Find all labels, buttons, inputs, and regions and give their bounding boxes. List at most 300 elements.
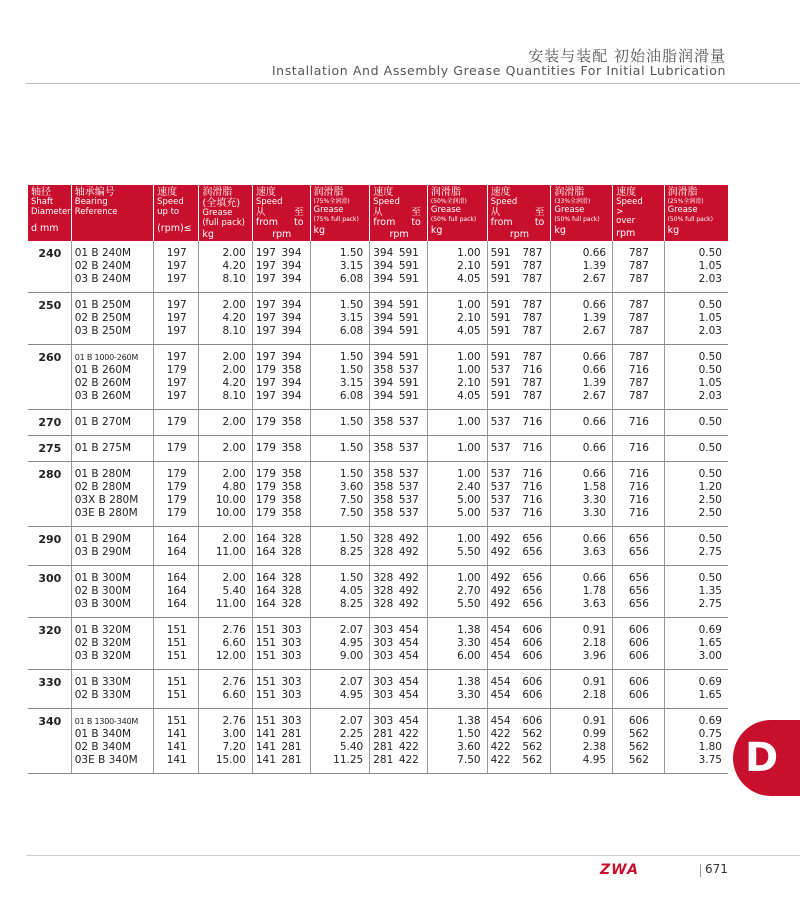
speed-to: 787 xyxy=(522,312,543,324)
speed-to: 394 xyxy=(281,247,302,259)
cell-value: 8.10 xyxy=(222,273,246,285)
speed-range xyxy=(373,390,425,403)
col-grease-75: 润滑脂 (75%全润滑) Grease (75% full pack) kg xyxy=(310,185,370,241)
cell-value: 03 B 240M xyxy=(74,273,132,285)
grease-33-cell xyxy=(551,670,613,709)
cell-value: 656 xyxy=(628,533,649,545)
speed-to: 281 xyxy=(281,741,302,753)
speed-from: 591 xyxy=(490,260,511,272)
speed-to: 303 xyxy=(281,637,302,649)
table-row xyxy=(28,618,728,670)
cell-value: 197 xyxy=(166,273,187,285)
speed-from: 591 xyxy=(490,325,511,337)
cell-value: 0.50 xyxy=(698,468,722,480)
speed-to: 358 xyxy=(281,481,302,493)
cell-value: 716 xyxy=(628,468,649,480)
speed-range xyxy=(373,689,425,702)
cell-value: 01 B 250M xyxy=(74,299,132,311)
grease-75-cell xyxy=(310,670,370,709)
cell-value: 7.50 xyxy=(339,494,364,506)
speed-from: 179 xyxy=(255,481,276,493)
speed-from: 454 xyxy=(490,624,511,636)
speed-to: 394 xyxy=(281,351,302,363)
speed-from: 151 xyxy=(255,689,276,701)
cell-value: 4.05 xyxy=(339,585,364,597)
speed-from: 454 xyxy=(490,676,511,688)
speed-range-1-cell xyxy=(252,566,310,618)
cell-value: 0.66 xyxy=(582,533,607,545)
speed-to: 358 xyxy=(281,364,302,376)
speed-to: 328 xyxy=(281,546,302,558)
shaft-diameter-cell: 330 xyxy=(28,670,71,709)
col-grease-full-pack: 润滑脂 (全填充) Grease (full pack) kg xyxy=(199,185,253,241)
grease-50-cell xyxy=(427,410,487,436)
speed-over-cell xyxy=(613,436,664,462)
speed-from: 164 xyxy=(255,546,276,558)
cell-value: 787 xyxy=(628,273,649,285)
speed-to: 562 xyxy=(522,728,543,740)
speed-range xyxy=(256,637,308,650)
speed-range xyxy=(373,468,425,481)
grease-full-pack-cell xyxy=(199,293,253,345)
speed-from: 591 xyxy=(490,377,511,389)
speed-from: 454 xyxy=(490,637,511,649)
speed-range xyxy=(491,494,549,507)
speed-to: 328 xyxy=(281,572,302,584)
cell-value: 2.70 xyxy=(457,585,481,597)
speed-range-3-cell xyxy=(487,293,551,345)
cell-value: 2.00 xyxy=(222,247,246,259)
grease-25-cell xyxy=(664,618,728,670)
cell-value: 6.60 xyxy=(222,689,246,701)
cell-value: 179 xyxy=(166,416,187,428)
speed-from: 591 xyxy=(490,273,511,285)
speed-range xyxy=(256,390,308,403)
speed-to: 562 xyxy=(522,741,543,753)
speed-to: 606 xyxy=(522,689,543,701)
cell-value: 01 B 1300-340M xyxy=(74,717,139,726)
cell-value: 2.67 xyxy=(582,325,607,337)
speed-range xyxy=(256,715,308,728)
grease-25-cell xyxy=(664,670,728,709)
cell-value: 1.50 xyxy=(339,533,364,545)
cell-value: 5.00 xyxy=(457,507,481,519)
speed-from: 394 xyxy=(373,351,394,363)
speed-from: 537 xyxy=(490,494,511,506)
cell-value: 2.10 xyxy=(457,377,481,389)
grease-75-cell xyxy=(310,709,370,774)
cell-value: 02 B 240M xyxy=(74,260,132,272)
speed-from: 141 xyxy=(255,754,276,766)
bearing-reference-cell xyxy=(71,436,153,462)
cell-value: 0.91 xyxy=(582,715,607,727)
cell-value: 1.50 xyxy=(339,351,364,363)
cell-value: 0.66 xyxy=(582,364,607,376)
grease-25-cell xyxy=(664,527,728,566)
speed-to: 591 xyxy=(398,351,419,363)
cell-value: 197 xyxy=(166,299,187,311)
cell-value: 787 xyxy=(628,247,649,259)
speed-to: 537 xyxy=(398,494,419,506)
col-shaft-diameter: 轴径 Shaft Diameter d mm xyxy=(28,185,71,241)
speed-range xyxy=(491,689,549,702)
speed-to: 394 xyxy=(281,260,302,272)
speed-from: 537 xyxy=(490,468,511,480)
cell-value: 6.00 xyxy=(457,650,481,662)
speed-from: 394 xyxy=(373,260,394,272)
cell-value: 1.38 xyxy=(457,624,481,636)
speed-range xyxy=(491,572,549,585)
speed-range xyxy=(491,481,549,494)
speed-from: 394 xyxy=(373,390,394,402)
speed-from: 422 xyxy=(490,741,511,753)
cell-value: 0.99 xyxy=(582,728,607,740)
cell-value: 716 xyxy=(628,507,649,519)
bearing-reference-cell xyxy=(71,670,153,709)
speed-range xyxy=(491,364,549,377)
cell-value: 8.25 xyxy=(339,598,364,610)
speed-from: 394 xyxy=(373,299,394,311)
cell-value: 4.95 xyxy=(582,754,607,766)
speed-to: 303 xyxy=(281,650,302,662)
speed-to: 787 xyxy=(522,377,543,389)
shaft-diameter-cell: 290 xyxy=(28,527,71,566)
speed-to: 591 xyxy=(398,325,419,337)
speed-range xyxy=(373,546,425,559)
cell-value: 197 xyxy=(166,351,187,363)
speed-range xyxy=(373,741,425,754)
speed-range xyxy=(491,442,549,455)
cell-value: 2.76 xyxy=(222,715,246,727)
cell-value: 7.50 xyxy=(339,507,364,519)
cell-value: 141 xyxy=(166,754,187,766)
cell-value: 787 xyxy=(628,312,649,324)
cell-value: 151 xyxy=(166,689,187,701)
cell-value: 179 xyxy=(166,481,187,493)
speed-up-to-cell xyxy=(154,670,199,709)
speed-to: 454 xyxy=(398,624,419,636)
col-grease-50: 润滑脂 (50%全润滑) Grease (50% full pack) kg xyxy=(427,185,487,241)
speed-from: 164 xyxy=(255,598,276,610)
cell-value: 0.66 xyxy=(582,351,607,363)
speed-range xyxy=(491,637,549,650)
speed-from: 454 xyxy=(490,650,511,662)
cell-value: 3.00 xyxy=(222,728,246,740)
grease-33-cell xyxy=(551,241,613,293)
speed-range xyxy=(256,364,308,377)
speed-range xyxy=(373,364,425,377)
speed-range xyxy=(256,689,308,702)
cell-value: 2.18 xyxy=(582,637,607,649)
grease-25-cell xyxy=(664,462,728,527)
cell-value: 03X B 280M xyxy=(74,494,139,506)
speed-from: 358 xyxy=(373,507,394,519)
speed-from: 492 xyxy=(490,546,511,558)
speed-range xyxy=(256,507,308,520)
cell-value: 1.05 xyxy=(698,312,722,324)
speed-range xyxy=(373,312,425,325)
cell-value: 01 B 330M xyxy=(74,676,132,688)
speed-to: 716 xyxy=(522,364,543,376)
cell-value: 2.07 xyxy=(339,676,364,688)
speed-range xyxy=(491,754,549,767)
cell-value: 2.10 xyxy=(457,312,481,324)
cell-value: 2.25 xyxy=(339,728,364,740)
speed-range xyxy=(491,741,549,754)
speed-to: 454 xyxy=(398,650,419,662)
grease-full-pack-cell xyxy=(199,566,253,618)
speed-to: 303 xyxy=(281,689,302,701)
speed-from: 492 xyxy=(490,533,511,545)
speed-range xyxy=(373,650,425,663)
section-tab-d: D xyxy=(733,720,800,796)
grease-50-cell xyxy=(427,293,487,345)
cell-value: 3.15 xyxy=(339,377,364,389)
cell-value: 01 B 240M xyxy=(74,247,132,259)
cell-value: 02 B 300M xyxy=(74,585,132,597)
speed-to: 537 xyxy=(398,507,419,519)
cell-value: 3.60 xyxy=(457,741,481,753)
speed-to: 394 xyxy=(281,390,302,402)
speed-from: 394 xyxy=(373,273,394,285)
speed-range xyxy=(373,247,425,260)
cell-value: 8.10 xyxy=(222,325,246,337)
speed-to: 358 xyxy=(281,442,302,454)
speed-range xyxy=(491,715,549,728)
shaft-diameter-cell: 250 xyxy=(28,293,71,345)
grease-75-cell xyxy=(310,345,370,410)
cell-value: 1.00 xyxy=(457,247,481,259)
speed-range-1-cell xyxy=(252,436,310,462)
cell-value: 141 xyxy=(166,728,187,740)
speed-from: 303 xyxy=(373,650,394,662)
footer-divider xyxy=(26,855,800,856)
speed-range xyxy=(256,260,308,273)
speed-range xyxy=(256,247,308,260)
cell-value: 141 xyxy=(166,741,187,753)
cell-value: 3.30 xyxy=(582,494,607,506)
speed-range-1-cell xyxy=(252,618,310,670)
cell-value: 2.03 xyxy=(698,325,722,337)
speed-range xyxy=(373,715,425,728)
cell-value: 0.66 xyxy=(582,416,607,428)
speed-range xyxy=(373,676,425,689)
bearing-reference-cell xyxy=(71,618,153,670)
cell-value: 4.20 xyxy=(222,260,246,272)
cell-value: 151 xyxy=(166,650,187,662)
speed-range xyxy=(491,351,549,364)
speed-over-cell xyxy=(613,566,664,618)
speed-range xyxy=(491,650,549,663)
cell-value: 0.66 xyxy=(582,572,607,584)
cell-value: 0.66 xyxy=(582,442,607,454)
cell-value: 03 B 250M xyxy=(74,325,132,337)
grease-50-cell xyxy=(427,670,487,709)
speed-to: 591 xyxy=(398,377,419,389)
speed-to: 358 xyxy=(281,507,302,519)
speed-from: 454 xyxy=(490,715,511,727)
speed-to: 492 xyxy=(398,585,419,597)
cell-value: 606 xyxy=(628,624,649,636)
speed-range-2-cell xyxy=(370,670,428,709)
speed-from: 303 xyxy=(373,689,394,701)
shaft-diameter-cell: 260 xyxy=(28,345,71,410)
cell-value: 197 xyxy=(166,312,187,324)
speed-from: 394 xyxy=(373,312,394,324)
speed-from: 151 xyxy=(255,715,276,727)
cell-value: 787 xyxy=(628,377,649,389)
speed-from: 492 xyxy=(490,585,511,597)
speed-from: 197 xyxy=(255,312,276,324)
speed-to: 394 xyxy=(281,325,302,337)
speed-from: 197 xyxy=(255,390,276,402)
shaft-diameter-cell: 270 xyxy=(28,410,71,436)
shaft-diameter-cell: 240 xyxy=(28,241,71,293)
speed-range xyxy=(373,533,425,546)
cell-value: 0.50 xyxy=(698,416,722,428)
cell-value: 606 xyxy=(628,650,649,662)
bearing-reference-cell xyxy=(71,345,153,410)
cell-value: 179 xyxy=(166,468,187,480)
grease-33-cell xyxy=(551,410,613,436)
cell-value: 01 B 340M xyxy=(74,728,132,740)
cell-value: 3.96 xyxy=(582,650,607,662)
cell-value: 562 xyxy=(628,741,649,753)
cell-value: 656 xyxy=(628,546,649,558)
grease-33-cell xyxy=(551,618,613,670)
cell-value: 716 xyxy=(628,364,649,376)
speed-from: 151 xyxy=(255,650,276,662)
speed-to: 787 xyxy=(522,351,543,363)
cell-value: 179 xyxy=(166,442,187,454)
speed-range xyxy=(373,494,425,507)
speed-range xyxy=(256,585,308,598)
speed-to: 454 xyxy=(398,715,419,727)
speed-to: 716 xyxy=(522,481,543,493)
cell-value: 4.20 xyxy=(222,377,246,389)
bearing-reference-cell xyxy=(71,462,153,527)
grease-25-cell xyxy=(664,410,728,436)
grease-quantities-table xyxy=(28,185,728,774)
bearing-reference-cell xyxy=(71,241,153,293)
speed-to: 787 xyxy=(522,260,543,272)
speed-from: 358 xyxy=(373,494,394,506)
cell-value: 151 xyxy=(166,715,187,727)
speed-up-to-cell xyxy=(154,436,199,462)
cell-value: 164 xyxy=(166,572,187,584)
speed-from: 537 xyxy=(490,481,511,493)
speed-to: 537 xyxy=(398,481,419,493)
cell-value: 8.10 xyxy=(222,390,246,402)
cell-value: 197 xyxy=(166,260,187,272)
cell-value: 1.80 xyxy=(698,741,722,753)
speed-range-2-cell xyxy=(370,618,428,670)
speed-from: 179 xyxy=(255,364,276,376)
speed-range xyxy=(491,468,549,481)
speed-to: 358 xyxy=(281,494,302,506)
speed-range xyxy=(491,247,549,260)
speed-range xyxy=(491,377,549,390)
speed-to: 606 xyxy=(522,624,543,636)
speed-to: 656 xyxy=(522,546,543,558)
speed-to: 303 xyxy=(281,624,302,636)
col-speed-range-1: 速度 Speed 从 至 from to rpm xyxy=(252,185,310,241)
cell-value: 0.50 xyxy=(698,364,722,376)
grease-50-cell xyxy=(427,566,487,618)
speed-range-3-cell xyxy=(487,618,551,670)
speed-from: 197 xyxy=(255,247,276,259)
speed-to: 537 xyxy=(398,468,419,480)
speed-range xyxy=(373,585,425,598)
speed-to: 492 xyxy=(398,572,419,584)
speed-range xyxy=(373,481,425,494)
cell-value: 606 xyxy=(628,715,649,727)
cell-value: 3.00 xyxy=(698,650,722,662)
cell-value: 1.50 xyxy=(339,364,364,376)
cell-value: 2.07 xyxy=(339,715,364,727)
grease-full-pack-cell xyxy=(199,462,253,527)
speed-range xyxy=(491,585,549,598)
cell-value: 1.65 xyxy=(698,637,722,649)
grease-25-cell xyxy=(664,436,728,462)
cell-value: 2.76 xyxy=(222,676,246,688)
speed-range-3-cell xyxy=(487,436,551,462)
speed-range xyxy=(256,754,308,767)
speed-from: 179 xyxy=(255,468,276,480)
col-bearing-reference: 轴承编号 Bearing Reference xyxy=(71,185,153,241)
speed-to: 716 xyxy=(522,507,543,519)
speed-to: 787 xyxy=(522,299,543,311)
table-header-row xyxy=(28,185,728,241)
speed-to: 537 xyxy=(398,416,419,428)
speed-over-cell xyxy=(613,709,664,774)
speed-to: 394 xyxy=(281,377,302,389)
speed-to: 303 xyxy=(281,715,302,727)
grease-full-pack-cell xyxy=(199,670,253,709)
speed-range-1-cell xyxy=(252,670,310,709)
speed-over-cell xyxy=(613,527,664,566)
speed-from: 164 xyxy=(255,572,276,584)
cell-value: 0.66 xyxy=(582,468,607,480)
speed-over-cell xyxy=(613,618,664,670)
speed-to: 591 xyxy=(398,299,419,311)
speed-range xyxy=(256,442,308,455)
speed-from: 358 xyxy=(373,468,394,480)
cell-value: 02 B 340M xyxy=(74,741,132,753)
cell-value: 1.50 xyxy=(339,247,364,259)
cell-value: 1.38 xyxy=(457,715,481,727)
cell-value: 2.00 xyxy=(222,299,246,311)
cell-value: 787 xyxy=(628,260,649,272)
speed-from: 454 xyxy=(490,689,511,701)
speed-to: 492 xyxy=(398,598,419,610)
speed-to: 394 xyxy=(281,312,302,324)
cell-value: 6.08 xyxy=(339,325,364,337)
speed-up-to-cell xyxy=(154,462,199,527)
grease-50-cell xyxy=(427,709,487,774)
speed-from: 179 xyxy=(255,442,276,454)
speed-range xyxy=(256,377,308,390)
cell-value: 3.75 xyxy=(698,754,722,766)
cell-value: 4.80 xyxy=(222,481,246,493)
header-divider xyxy=(26,83,800,84)
cell-value: 03 B 320M xyxy=(74,650,132,662)
cell-value: 01 B 260M xyxy=(74,364,132,376)
speed-range xyxy=(256,533,308,546)
speed-to: 787 xyxy=(522,390,543,402)
speed-range xyxy=(491,312,549,325)
cell-value: 5.40 xyxy=(222,585,246,597)
